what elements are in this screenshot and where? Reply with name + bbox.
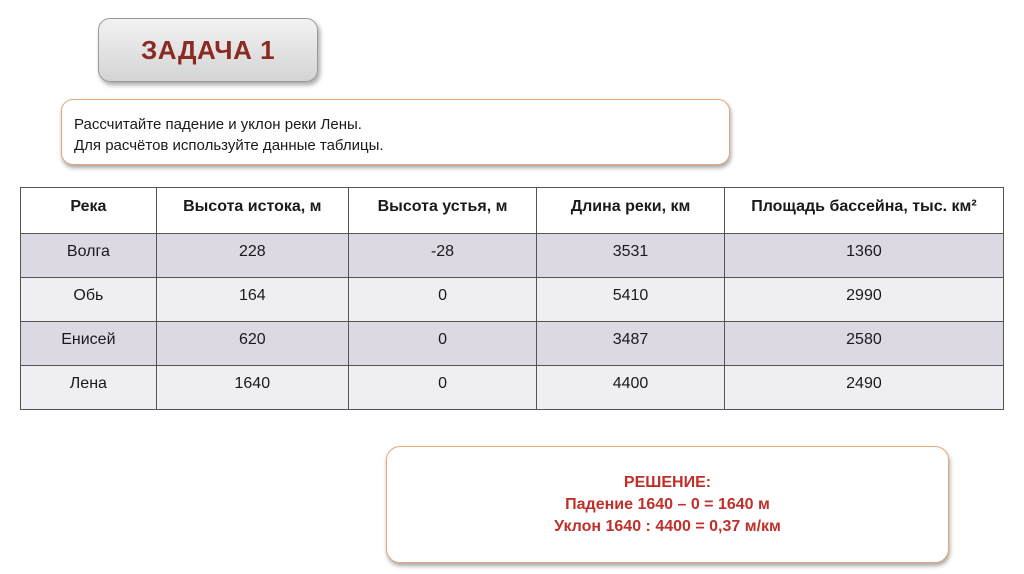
cell-mouth-height: 0	[348, 278, 536, 322]
cell-basin-area: 1360	[724, 234, 1003, 278]
cell-basin-area: 2990	[724, 278, 1003, 322]
header-river: Река	[21, 188, 157, 234]
cell-river: Обь	[21, 278, 157, 322]
title-box	[98, 18, 318, 82]
cell-length: 3531	[537, 234, 725, 278]
solution-fall: Падение 1640 – 0 = 1640 м	[565, 495, 770, 513]
solution-box	[386, 446, 949, 563]
task-line-2: Для расчётов используйте данные таблицы.	[74, 137, 384, 154]
cell-length: 3487	[537, 322, 725, 366]
table-row	[21, 278, 1004, 322]
cell-mouth-height: 0	[348, 366, 536, 410]
header-mouth-height: Высота устья, м	[348, 188, 536, 234]
cell-mouth-height: 0	[348, 322, 536, 366]
cell-length: 4400	[537, 366, 725, 410]
task-line-1: Рассчитайте падение и уклон реки Лены.	[74, 116, 362, 133]
cell-source-height: 1640	[156, 366, 348, 410]
cell-mouth-height: -28	[348, 234, 536, 278]
cell-length: 5410	[537, 278, 725, 322]
cell-source-height: 228	[156, 234, 348, 278]
task-box	[61, 99, 730, 165]
table-row	[21, 234, 1004, 278]
table-header-row	[21, 188, 1004, 234]
cell-basin-area: 2490	[724, 366, 1003, 410]
cell-river: Лена	[21, 366, 157, 410]
rivers-table	[20, 187, 1004, 410]
solution-slope: Уклон 1640 : 4400 = 0,37 м/км	[554, 517, 781, 535]
slide-title: ЗАДАЧА 1	[140, 34, 276, 65]
solution-heading: РЕШЕНИЕ:	[623, 473, 712, 491]
cell-source-height: 164	[156, 278, 348, 322]
cell-basin-area: 2580	[724, 322, 1003, 366]
header-source-height: Высота истока, м	[156, 188, 348, 234]
header-basin-area: Площадь бассейна, тыс. км²	[724, 188, 1003, 234]
cell-river: Волга	[21, 234, 157, 278]
table-row	[21, 366, 1004, 410]
header-length: Длина реки, км	[537, 188, 725, 234]
cell-river: Енисей	[21, 322, 157, 366]
table-row	[21, 322, 1004, 366]
cell-source-height: 620	[156, 322, 348, 366]
